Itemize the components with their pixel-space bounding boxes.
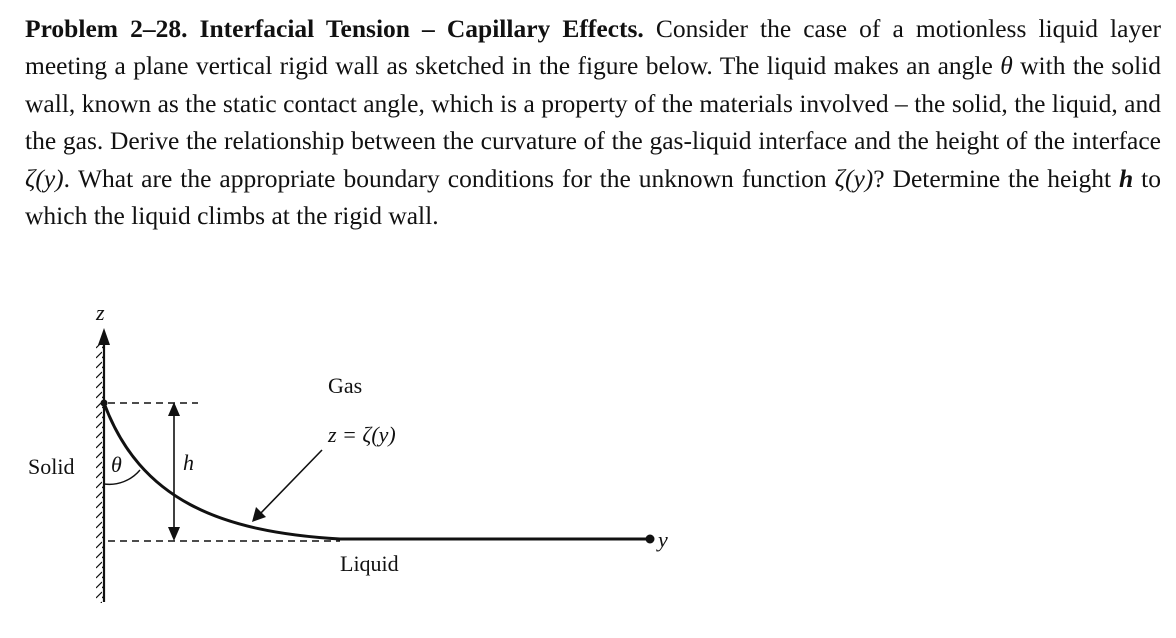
gas-label: Gas: [328, 373, 363, 398]
interface-pointer-line: [258, 450, 322, 516]
liquid-label: Liquid: [340, 551, 399, 576]
theta-label: θ: [111, 452, 122, 477]
z-axis-label: z: [96, 300, 105, 325]
h-label: h: [183, 450, 194, 475]
y-axis-end-dot: [646, 535, 655, 544]
problem-heading: Problem 2–28. Interfacial Tension – Capillary Effects.: [25, 14, 644, 43]
capillary-figure: [0, 290, 740, 610]
wall-hatching: [96, 345, 104, 603]
contact-angle-arc: [104, 470, 140, 484]
problem-text-part-4: ? Determine the height: [873, 163, 1119, 193]
problem-text-part-1: Consider the case of a motionless liquid layer meeting a plane vertical rigid wall as sketched in the figure below. The liquid makes an angle: [25, 14, 1161, 81]
z-axis-arrow-icon: [98, 328, 110, 345]
contact-point-dot: [101, 400, 108, 407]
height-arrow-up-icon: [168, 402, 180, 416]
height-arrow-down-icon: [168, 527, 180, 541]
solid-label: Solid: [28, 454, 75, 479]
symbol-theta: θ: [1000, 51, 1013, 81]
problem-text-part-3: . What are the appropriate boundary conditions for the unknown function: [63, 163, 835, 193]
symbol-zeta-y: ζ(y): [25, 163, 64, 193]
problem-text-part-2: with the solid wall, known as the static contact angle, which is a property of the materials involved – the solid, the liquid, and the gas. Derive the relationship between the curvature of the gas-liquid interface and the height of the interface: [25, 51, 1161, 156]
problem-statement: [25, 10, 1161, 234]
symbol-zeta-y-2: ζ(y): [834, 163, 874, 193]
symbol-h: h: [1119, 163, 1134, 193]
y-axis-label: y: [658, 527, 668, 552]
problem-text-part-5: to which the liquid climbs at the rigid wall.: [25, 163, 1161, 231]
interface-equation-label: z = ζ(y): [328, 422, 396, 447]
